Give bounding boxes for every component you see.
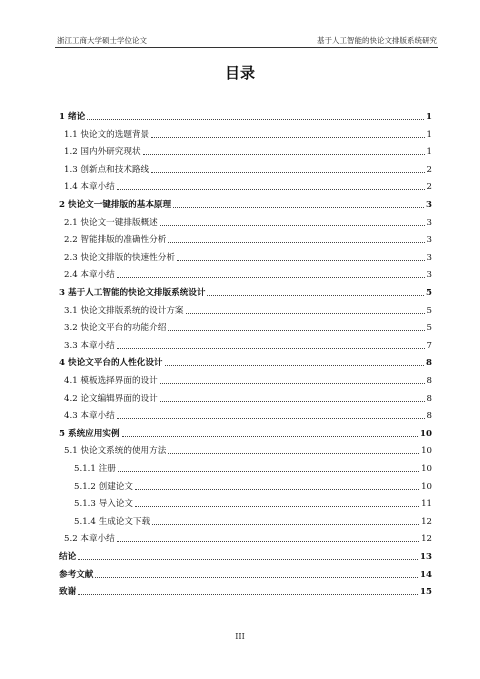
toc-entry-label: 2.1 快论文一键排版概述 [64,217,158,228]
toc-leader-dots [186,312,425,314]
toc-entry-label: 1.4 本章小结 [64,182,115,193]
toc-entry-page: 8 [426,411,432,422]
toc-entry[interactable] [59,161,432,175]
toc-leader-dots [117,347,425,349]
toc-entry-label: 4.1 模板选择界面的设计 [64,376,158,386]
toc-entry[interactable] [59,390,432,404]
toc-entry-label: 2.3 快论文排版的快速性分析 [64,252,175,263]
toc-entry-page: 15 [420,587,432,598]
toc-entry[interactable] [59,231,432,245]
toc-entry-label: 4.3 本章小结 [64,411,115,422]
toc-entry-page: 10 [421,446,432,457]
toc-entry[interactable] [59,143,432,157]
toc-entry-label: 2.2 智能排版的准确性分析 [64,235,167,246]
page-title: 目录 [224,64,255,82]
toc-entry[interactable] [59,495,432,509]
toc-entry-page: 3 [426,270,432,281]
toc-leader-dots [78,558,418,560]
page-number: III [235,632,245,641]
toc-entry-page: 1 [426,129,432,140]
toc-entry[interactable] [59,548,432,562]
toc-entry[interactable] [59,284,432,298]
toc-leader-dots [177,259,425,261]
toc-leader-dots [173,206,424,208]
header-right: 基于人工智能的快论文排版系统研究 [317,36,437,45]
toc-leader-dots [122,435,418,437]
toc-leader-dots [117,276,425,278]
toc-entry-label: 3.1 快论文排版系统的设计方案 [64,305,184,316]
toc-leader-dots [151,171,424,173]
toc-entry[interactable] [59,214,432,228]
toc-entry[interactable] [59,566,432,580]
toc-entry[interactable] [59,196,432,210]
toc-entry-page: 12 [421,534,432,545]
toc-leader-dots [168,452,419,454]
toc-entry[interactable] [59,337,432,351]
toc-entry[interactable] [59,407,432,421]
toc-leader-dots [143,153,425,155]
toc-leader-dots [117,188,425,190]
toc-entry-label: 结论 [59,552,77,562]
toc-leader-dots [95,576,418,578]
toc-leader-dots [207,294,424,296]
toc-entry[interactable] [59,513,432,527]
toc-entry-page: 12 [421,516,432,527]
toc-entry-page: 1 [426,147,432,158]
toc-entry[interactable] [59,583,432,597]
toc-entry-label: 2 快论文一键排版的基本原理 [59,200,172,210]
toc-leader-dots [78,593,418,595]
toc-entry-page: 3 [426,252,432,263]
toc-entry-label: 5.1.4 生成论文下载 [74,516,151,527]
toc-entry-label: 3.3 本章小结 [64,340,115,351]
toc-entry-label: 1.3 创新点和技术路线 [64,164,150,175]
toc-entry-label: 致谢 [59,587,77,598]
header-rule [55,47,438,48]
toc-leader-dots [160,400,425,402]
header-left: 浙江工商大学硕士学位论文 [57,36,147,45]
toc-entry-label: 5.1 快论文系统的使用方法 [64,446,167,457]
toc-leader-dots [152,523,419,525]
toc-entry-page: 2 [426,182,432,193]
toc-entry[interactable] [59,530,432,544]
toc-entry[interactable] [59,354,432,368]
toc-entry-label: 5.1.2 创建论文 [74,481,133,492]
toc-entry-page: 11 [421,499,432,510]
toc-entry-page: 3 [426,235,432,246]
toc-leader-dots [168,329,424,331]
toc-entry-page: 8 [426,393,432,404]
toc-leader-dots [165,364,425,366]
toc-entry-label: 1.2 国内外研究现状 [64,147,141,158]
toc-entry-label: 1.1 快论文的选题背景 [64,129,150,140]
toc-entry-label: 4.2 论文编辑界面的设计 [64,393,158,404]
toc-entry[interactable] [59,249,432,263]
toc-entry[interactable] [59,425,432,439]
toc-entry[interactable] [59,460,432,474]
toc-entry-page: 3 [426,200,432,210]
running-header [57,35,437,46]
toc-entry-page: 1 [426,112,432,122]
toc-entry-label: 3 基于人工智能的快论文排版系统设计 [59,288,206,298]
toc-entry-page: 3 [426,217,432,228]
toc-entry-page: 8 [426,358,432,369]
toc-entry-page: 5 [426,288,432,298]
toc-entry-label: 5.1.3 导入论文 [74,499,133,510]
toc-entry-label: 参考文献 [59,569,94,580]
toc-entry-page: 5 [426,305,432,316]
toc-entry[interactable] [59,178,432,192]
toc-entry-label: 2.4 本章小结 [64,270,115,281]
toc-entry-label: 5.2 本章小结 [64,534,115,545]
toc-leader-dots [118,470,419,472]
toc-entry-label: 5.1.1 注册 [74,464,116,474]
toc-entry-page: 13 [420,552,432,562]
toc-entry[interactable] [59,372,432,386]
toc-entry[interactable] [59,302,432,316]
toc-entry[interactable] [59,126,432,140]
toc-leader-dots [135,488,419,490]
toc-leader-dots [160,382,425,384]
toc-entry[interactable] [59,478,432,492]
toc-entry[interactable] [59,319,432,333]
toc-entry[interactable] [59,108,432,122]
toc-leader-dots [117,417,425,419]
toc-entry-label: 3.2 快论文平台的功能介绍 [64,323,167,334]
toc-entry-page: 10 [421,481,432,492]
toc-leader-dots [117,540,419,542]
toc-leader-dots [151,136,424,138]
toc-leader-dots [160,224,425,226]
toc-entry[interactable] [59,442,432,456]
toc-entry-page: 8 [426,376,432,386]
toc-entry[interactable] [59,266,432,280]
toc-entry-label: 5 系统应用实例 [59,428,120,439]
toc-entry-page: 5 [426,323,432,334]
toc-leader-dots [87,118,424,120]
toc-leader-dots [135,505,419,507]
toc-entry-page: 14 [420,569,432,580]
toc-entry-page: 2 [426,164,432,175]
toc-leader-dots [168,241,424,243]
toc-entry-page: 7 [426,340,432,351]
toc-entry-label: 1 绪论 [59,112,86,122]
toc-entry-page: 10 [420,428,432,439]
toc-entry-page: 10 [421,464,432,474]
toc-entry-label: 4 快论文平台的人性化设计 [59,358,163,369]
